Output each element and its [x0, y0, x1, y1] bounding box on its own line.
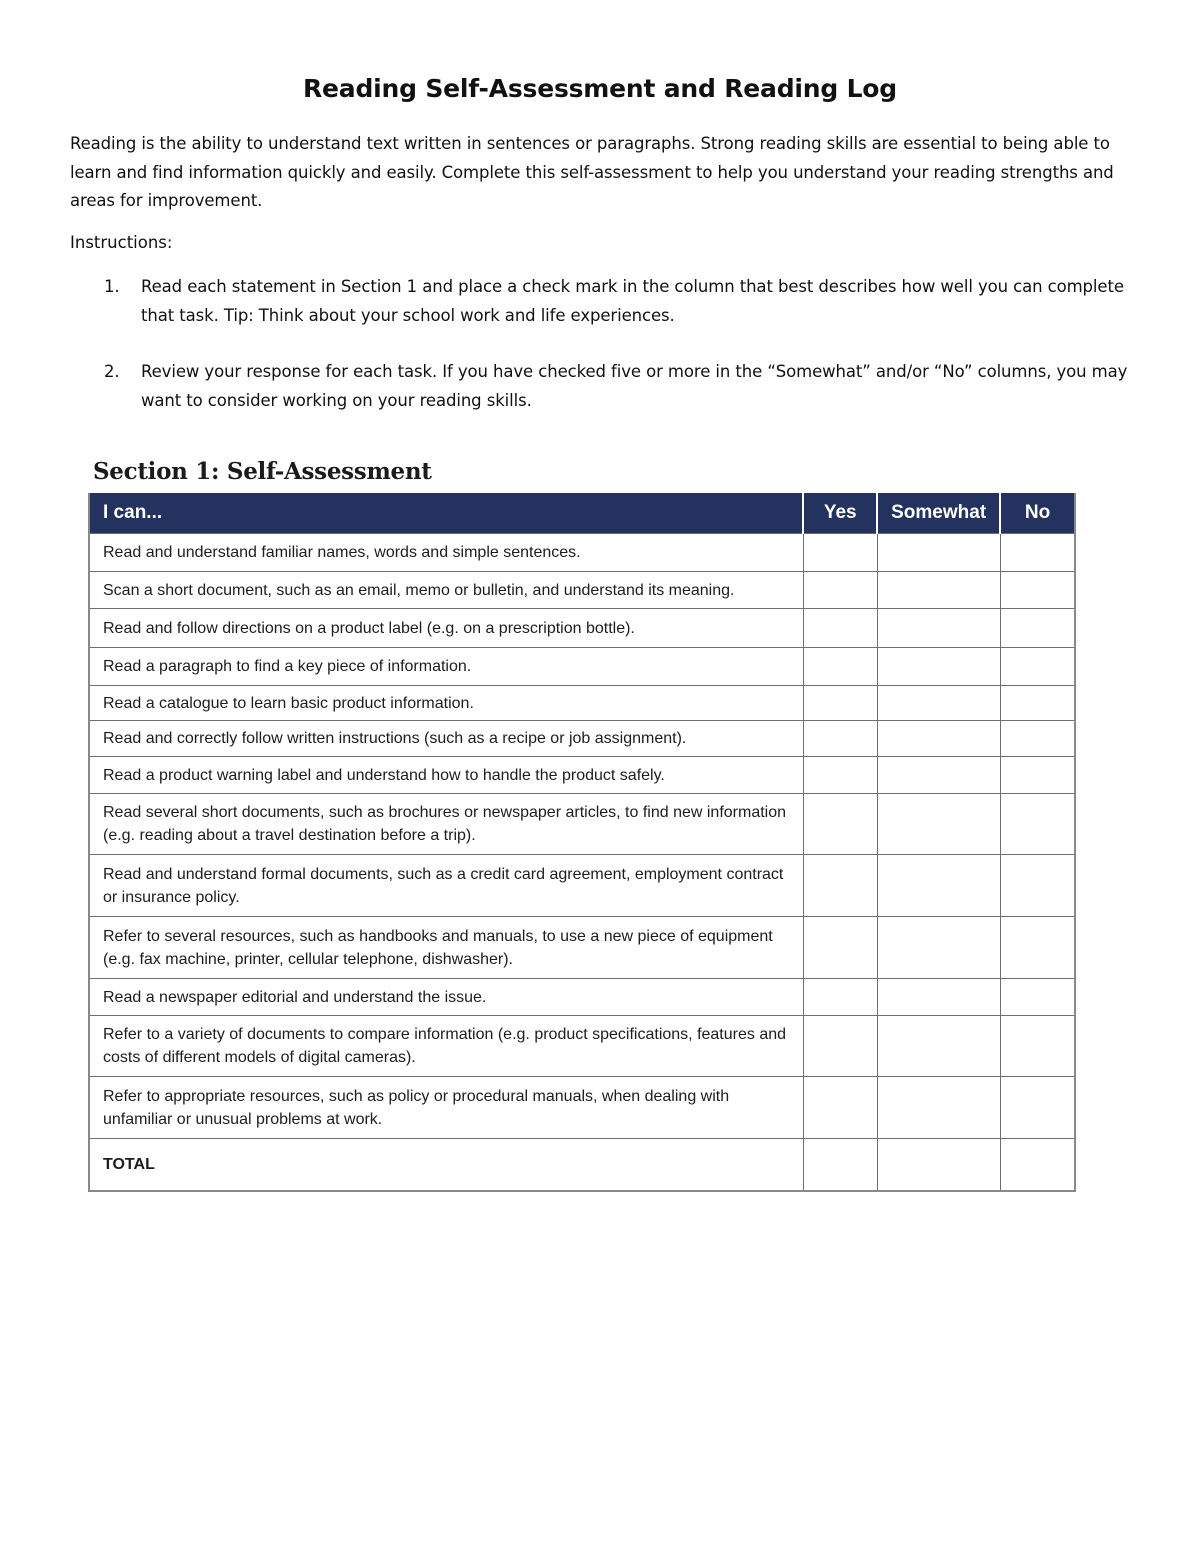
- task-cell: Scan a short document, such as an email, memo or bulletin, and understand its meaning.: [89, 572, 803, 609]
- table-row: [89, 757, 1075, 794]
- table-row: [89, 686, 1075, 721]
- task-cell: Read a catalogue to learn basic product information.: [89, 686, 803, 721]
- no-total-cell[interactable]: [1000, 1139, 1075, 1191]
- intro-paragraph: Reading is the ability to understand text written in sentences or paragraphs. Strong reading skills are essential to being able to learn and find information quickly and easily. Complete this self-assessment to help you understand your reading strengths and areas for improvement.: [70, 134, 1114, 210]
- instruction-number: 2.: [104, 362, 120, 381]
- no-check-cell[interactable]: [1000, 1077, 1075, 1139]
- task-cell: Read a newspaper editorial and understand the issue.: [89, 979, 803, 1016]
- table-row: [89, 721, 1075, 757]
- somewhat-check-cell[interactable]: [877, 979, 1000, 1016]
- task-cell: Read several short documents, such as brochures or newspaper articles, to find new information (e.g. reading about a travel destination before a trip).: [89, 794, 803, 855]
- yes-check-cell[interactable]: [803, 794, 877, 855]
- no-check-cell[interactable]: [1000, 609, 1075, 648]
- yes-check-cell[interactable]: [803, 534, 877, 572]
- yes-check-cell[interactable]: [803, 855, 877, 917]
- header-somewhat: Somewhat: [877, 493, 1000, 534]
- task-cell: Read a paragraph to find a key piece of information.: [89, 648, 803, 686]
- no-check-cell[interactable]: [1000, 855, 1075, 917]
- header-no: No: [1000, 493, 1075, 534]
- table-row: [89, 917, 1075, 979]
- header-yes: Yes: [803, 493, 877, 534]
- yes-check-cell[interactable]: [803, 757, 877, 794]
- somewhat-check-cell[interactable]: [877, 855, 1000, 917]
- somewhat-check-cell[interactable]: [877, 609, 1000, 648]
- table-row: [89, 648, 1075, 686]
- task-cell: Refer to several resources, such as handbooks and manuals, to use a new piece of equipment (e.g. fax machine, printer, cellular telephone, dishwasher).: [89, 917, 803, 979]
- no-check-cell[interactable]: [1000, 757, 1075, 794]
- task-cell: Refer to appropriate resources, such as policy or procedural manuals, when dealing with unfamiliar or unusual problems at work.: [89, 1077, 803, 1139]
- no-check-cell[interactable]: [1000, 572, 1075, 609]
- instruction-text: Read each statement in Section 1 and place a check mark in the column that best describes how well you can complete that task. Tip: Think about your school work and life experiences.: [141, 277, 1124, 325]
- somewhat-check-cell[interactable]: [877, 917, 1000, 979]
- no-check-cell[interactable]: [1000, 1016, 1075, 1077]
- yes-check-cell[interactable]: [803, 721, 877, 757]
- table-row: [89, 794, 1075, 855]
- no-check-cell[interactable]: [1000, 686, 1075, 721]
- instructions-label: Instructions:: [70, 233, 173, 252]
- no-check-cell[interactable]: [1000, 721, 1075, 757]
- page-title: Reading Self-Assessment and Reading Log: [303, 74, 897, 103]
- yes-check-cell[interactable]: [803, 1016, 877, 1077]
- somewhat-check-cell[interactable]: [877, 721, 1000, 757]
- yes-check-cell[interactable]: [803, 686, 877, 721]
- somewhat-check-cell[interactable]: [877, 534, 1000, 572]
- no-check-cell[interactable]: [1000, 917, 1075, 979]
- instruction-item: [104, 273, 1134, 330]
- total-label: TOTAL: [89, 1139, 803, 1191]
- table-row: [89, 534, 1075, 572]
- table-row: [89, 572, 1075, 609]
- somewhat-check-cell[interactable]: [877, 572, 1000, 609]
- table-row: [89, 1077, 1075, 1139]
- yes-check-cell[interactable]: [803, 917, 877, 979]
- somewhat-check-cell[interactable]: [877, 757, 1000, 794]
- instruction-item: [104, 358, 1134, 415]
- yes-check-cell[interactable]: [803, 609, 877, 648]
- yes-total-cell[interactable]: [803, 1139, 877, 1191]
- task-cell: Read and follow directions on a product label (e.g. on a prescription bottle).: [89, 609, 803, 648]
- somewhat-check-cell[interactable]: [877, 1077, 1000, 1139]
- somewhat-check-cell[interactable]: [877, 686, 1000, 721]
- yes-check-cell[interactable]: [803, 979, 877, 1016]
- instruction-number: 1.: [104, 277, 120, 296]
- total-row: [89, 1139, 1075, 1191]
- task-cell: Read and understand familiar names, words and simple sentences.: [89, 534, 803, 572]
- no-check-cell[interactable]: [1000, 648, 1075, 686]
- task-cell: Read and correctly follow written instructions (such as a recipe or job assignment).: [89, 721, 803, 757]
- yes-check-cell[interactable]: [803, 648, 877, 686]
- somewhat-check-cell[interactable]: [877, 1016, 1000, 1077]
- task-cell: Read a product warning label and understand how to handle the product safely.: [89, 757, 803, 794]
- no-check-cell[interactable]: [1000, 794, 1075, 855]
- task-cell: Refer to a variety of documents to compare information (e.g. product specifications, features and costs of different models of digital cameras).: [89, 1016, 803, 1077]
- table-row: [89, 979, 1075, 1016]
- table-header-row: [89, 493, 1075, 534]
- no-check-cell[interactable]: [1000, 534, 1075, 572]
- task-cell: Read and understand formal documents, such as a credit card agreement, employment contract or insurance policy.: [89, 855, 803, 917]
- header-task: I can...: [89, 493, 803, 534]
- somewhat-total-cell[interactable]: [877, 1139, 1000, 1191]
- table-row: [89, 855, 1075, 917]
- yes-check-cell[interactable]: [803, 1077, 877, 1139]
- section-title: Section 1: Self-Assessment: [93, 458, 432, 485]
- instruction-text: Review your response for each task. If you have checked five or more in the “Somewhat” and/or “No” columns, you may want to consider working on your reading skills.: [141, 362, 1128, 410]
- no-check-cell[interactable]: [1000, 979, 1075, 1016]
- somewhat-check-cell[interactable]: [877, 794, 1000, 855]
- table-row: [89, 1016, 1075, 1077]
- table-row: [89, 609, 1075, 648]
- yes-check-cell[interactable]: [803, 572, 877, 609]
- self-assessment-table: [88, 493, 1076, 1192]
- somewhat-check-cell[interactable]: [877, 648, 1000, 686]
